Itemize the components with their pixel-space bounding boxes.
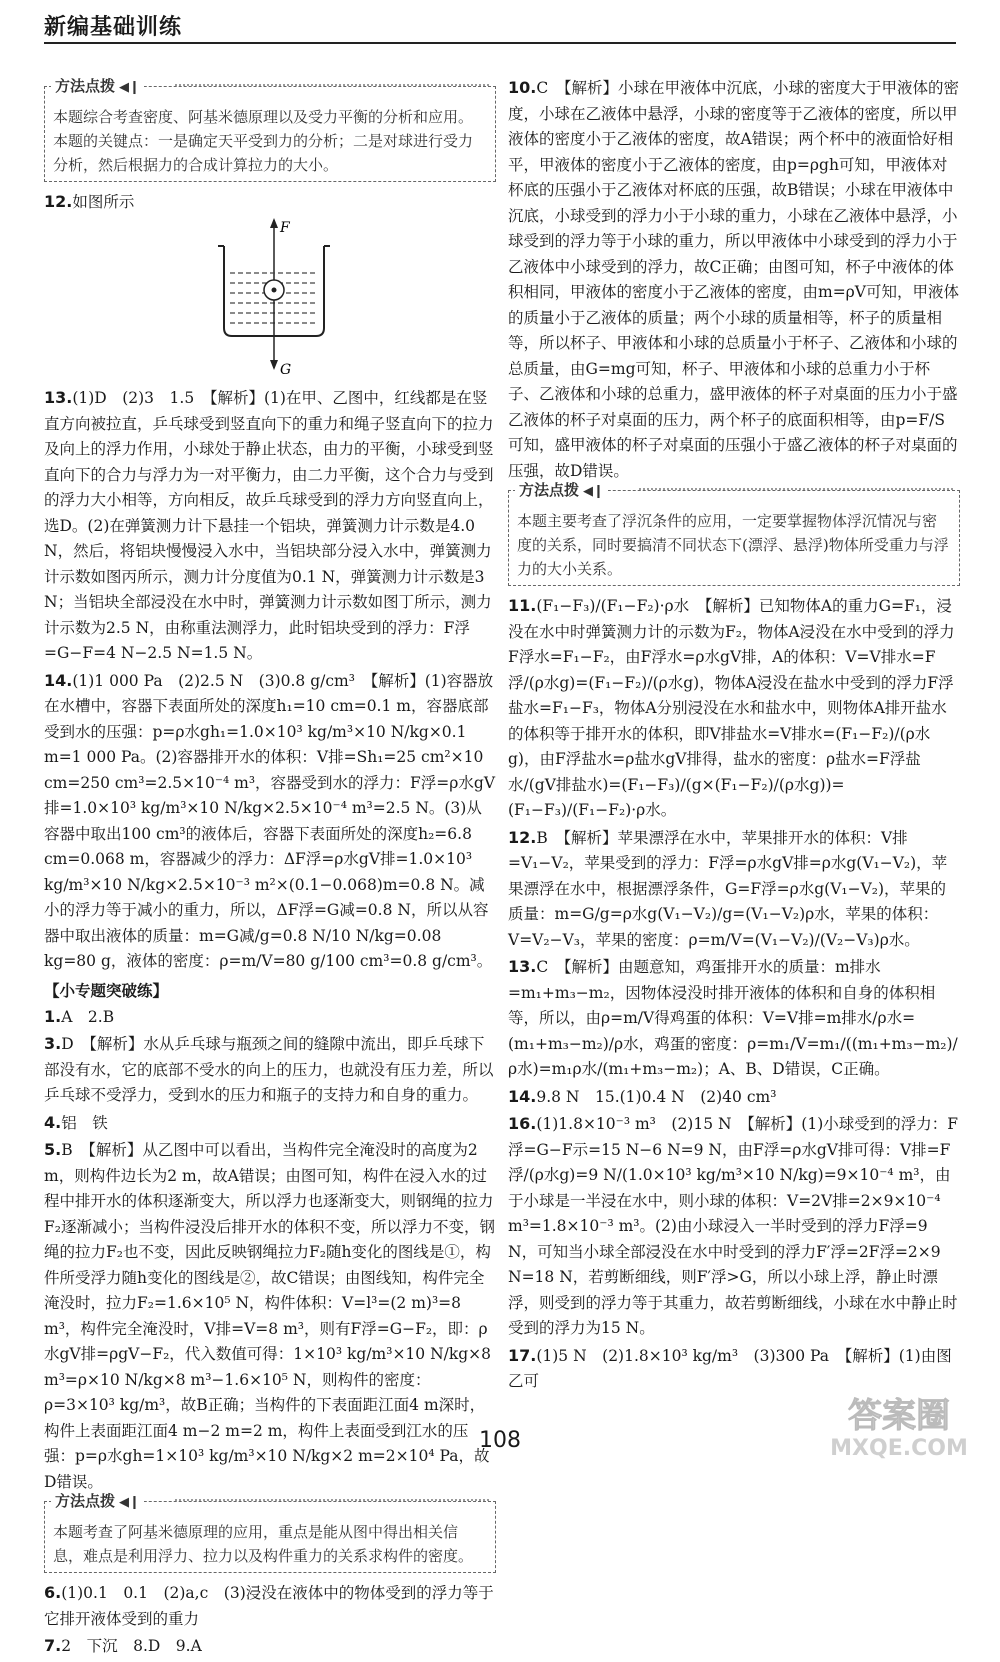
- beaker-force-diagram: [194, 218, 354, 378]
- right-column: [508, 76, 960, 1397]
- answer-entry: 12.B 【解析】苹果漂浮在水中，苹果排开水的体积：V排=V₁−V₂，苹果受到的浮力：F浮=ρ水gV排=ρ水g(V₁−V₂)，苹果漂浮在水中，根据漂浮条件，G=F浮=ρ水g(V₁−V₂)，苹果的质量：m=G/g=ρ水g(V₁−V₂)/g=(V₁−V₂)ρ水，苹果的体积：V=V₂−V₃，苹果的密度：ρ=m/V=(V₁−V₂)/(V₂−V₃)ρ水。: [508, 827, 948, 949]
- answer-entry: 3.D 【解析】水从乒乓球与瓶颈之间的缝隙中流出，即乒乓球下部没有水，它的底部不受水的向上的压力，也就没有压力差，所以乒乓球不受浮力，受到水的压力和瓶子的支持力和自身的重力。: [44, 1034, 494, 1104]
- method-tip-label: 方法点拨 ◀❙: [51, 1490, 144, 1511]
- method-tip-text: 本题综合考查密度、阿基米德原理以及受力平衡的分析和应用。本题的关键点：一是确定天平受到力的分析；二是对球进行受力分析，然后根据力的合成计算拉力的大小。: [53, 108, 474, 174]
- force-label-f: F: [280, 219, 290, 236]
- header-rule: [44, 42, 956, 44]
- answer-entry: 6.(1)0.1 0.1 (2)a,c (3)浸没在液体中的物体受到的浮力等于它排开液体受到的重力: [44, 1583, 494, 1628]
- answer-entry: 4.铝 铁: [44, 1112, 108, 1132]
- left-column: [44, 77, 496, 1662]
- answer-entry: 12.如图所示: [44, 192, 135, 211]
- book-title: 新编基础训练: [44, 15, 183, 40]
- answer-entry: 11.(F₁−F₃)/(F₁−F₂)·ρ水 【解析】已知物体A的重力G=F₁，浸没在水中时弹簧测力计的示数为F₂，物体A浸没在水中受到的浮力F浮水=F₁−F₂，由F浮水=ρ水gV排，A的体积：V=V排水=F浮/(ρ水g)=(F₁−F₂)/(ρ水g)，物体A浸没在盐水中受到的浮力F浮盐水=F₁−F₃，物体A分别浸没在水和盐水中，则物体A排开盐水的体积等于排开水的体积，即V排盐水=V排水=(F₁−F₂)/(ρ水g)，由F浮盐水=ρ盐水gV排得，盐水的密度：ρ盐水=F浮盐水/(gV排盐水)=(F₁−F₃)/(g×(F₁−F₂)/(ρ水g))=(F₁−F₃)/(F₁−F₂)·ρ水。: [508, 596, 955, 819]
- arrowhead-up: [270, 218, 278, 228]
- method-tip-box: [508, 481, 960, 586]
- answer-entry: 16.(1)1.8×10⁻³ m³ (2)15 N 【解析】(1)小球受到的浮力：F浮=G−F示=15 N−6 N=9 N，由F浮=ρ水gV排可得：V排=F浮/(ρ水g)=9 N/(1.0×10³ kg/m³×10 N/kg)=9×10⁻⁴ m³，由于小球是一半浸在水中，则小球的体积：V=2V排=2×9×10⁻⁴ m³=1.8×10⁻³ m³。(2)由小球浸入一半时受到的浮力F浮=9 N，可知当小球全部浸没在水中时受到的浮力F′浮=2F浮=2×9 N=18 N，若剪断细线，则F′浮>G，所以小球上浮，静止时漂浮，则受到的浮力等于其重力，故若剪断细线，小球在水中静止时受到的浮力为15 N。: [508, 1114, 959, 1337]
- answer-entry: 14.9.8 N 15.(1)0.4 N (2)40 cm³: [508, 1086, 777, 1106]
- tip-dotted-rule: [175, 84, 489, 86]
- watermark-url: MXQE.COM: [830, 1436, 968, 1461]
- method-tip-box: [44, 1492, 496, 1573]
- ball-center-dot: [272, 287, 277, 292]
- arrowhead-down: [270, 360, 278, 370]
- answer-entry: 7.2 下沉 8.D 9.A: [44, 1636, 202, 1655]
- method-tip-text: 本题主要考查了浮沉条件的应用，一定要掌握物体浮沉情况与密度的关系，同时要搞清不同状态下(漂浮、悬浮)物体所受重力与浮力的大小关系。: [517, 512, 949, 578]
- tip-dotted-rule: [639, 488, 953, 490]
- answer-entry: 1.A 2.B: [44, 1006, 115, 1026]
- answer-entry: 13.(1)D (2)3 1.5 【解析】(1)在甲、乙图中，红线都是在竖直方向被拉直，乒乓球受到竖直向下的重力和绳子竖直向下的拉力及向上的浮力作用，小球处于静止状态，由力的平衡，小球受到竖直向下的合力与浮力为一对平衡力，由二力平衡，这个合力与受到的浮力大小相等，方向相反，故乒乓球受到的浮力方向竖直向上，选D。(2)在弹簧测力计下悬挂一个铝块，弹簧测力计示数是4.0 N，然后，将铝块慢慢浸入水中，当铝块部分浸入水中，弹簧测力计示数如图丙所示，测力计分度值为0.1 N，弹簧测力计示数是3 N；当铝块全部浸没在水中时，弹簧测力计示数如图丁所示，测力计示数为2.5 N，由称重法测浮力，此时铝块受到的浮力：F浮=G−F=4 N−2.5 N=1.5 N。: [44, 388, 494, 662]
- method-tip-text: 本题考查了阿基米德原理的应用，重点是能从图中得出相关信息，难点是利用浮力、拉力以及构件重力的关系求构件的密度。: [53, 1523, 474, 1565]
- tip-dotted-rule: [175, 1499, 489, 1501]
- method-tip-box: [44, 77, 496, 182]
- answer-entry: 10.C 【解析】小球在甲液体中沉底，小球的密度大于甲液体的密度，小球在乙液体中悬浮，小球的密度等于乙液体的密度，所以甲液体的密度小于乙液体的密度，故A错误；两个杯中的液面恰好相平，甲液体的密度小于乙液体的密度，由p=ρgh可知，甲液体对杯底的压强小于乙液体对杯底的压强，故B错误；小球在甲液体中沉底，小球受到的浮力小于小球的重力，小球在乙液体中悬浮，小球受到的浮力等于小球的重力，所以甲液体中小球受到的浮力小于乙液体中小球受到的浮力，故C正确；由图可知，杯子中液体的体积相同，甲液体的密度小于乙液体的密度，由m=ρV可知，甲液体的质量小于乙液体的质量；两个小球的质量相等，杯子的质量相等，所以杯子、甲液体和小球的总质量小于杯子、乙液体和小球的总质量，由G=mg可知，杯子、甲液体和小球的总重力小于杯子、乙液体和小球的总重力，盛甲液体的杯子对桌面的压力小于盛乙液体的杯子对桌面的压力，两个杯子的底面积相等，由p=F/S可知，盛甲液体的杯子对桌面的压强小于盛乙液体的杯子对桌面的压强，故D错误。: [508, 78, 959, 480]
- speaker-icon: ◀❙: [583, 484, 604, 499]
- speaker-icon: ◀❙: [119, 1495, 140, 1510]
- answer-entry: 17.(1)5 N (2)1.8×10³ kg/m³ (3)300 Pa 【解析】(1)由图乙可: [508, 1345, 952, 1390]
- site-watermark-logo: [814, 1385, 984, 1463]
- answer-entry: 14.(1)1 000 Pa (2)2.5 N (3)0.8 g/cm³ 【解析】(1)容器放在水槽中，容器下表面所处的深度h₁=10 cm=0.1 m，容器底部受到水的压强：p=ρ水gh₁=1.0×10³ kg/m³×10 N/kg×0.1 m=1 000 Pa。(2)容器排开水的体积：V排=Sh₁=25 cm²×10 cm=250 cm³=2.5×10⁻⁴ m³，容器受到水的浮力：F浮=ρ水gV排=1.0×10³ kg/m³×10 N/kg×2.5×10⁻⁴ m³=2.5 N。(3)从容器中取出100 cm³的液体后，容器下表面所处的深度h₂=6.8 cm=0.068 m，容器减少的浮力：ΔF浮=ρ水gV排=1.0×10³ kg/m³×10 N/kg×2.5×10⁻³ m²×(0.1−0.068)m=0.8 N。减小的浮力等于减小的重力，所以，ΔF浮=G减=0.8 N，所以从容器中取出液体的质量：m=G减/g=0.8 N/10 N/kg=0.08 kg=80 g，液体的密度：ρ=m/V=80 g/100 cm³=0.8 g/cm³。: [44, 670, 496, 970]
- method-tip-label: 方法点拨 ◀❙: [51, 75, 144, 96]
- method-tip-label: 方法点拨 ◀❙: [515, 479, 608, 500]
- page-number: 108: [479, 1428, 521, 1453]
- section-heading: 【小专题突破练】: [44, 981, 169, 1000]
- speaker-icon: ◀❙: [119, 80, 140, 95]
- answer-entry: 5.B 【解析】从乙图中可以看出，当构件完全淹没时的高度为2 m，则构件边长为2 m，故A错误；由图可知，构件在浸入水的过程中排开水的体积逐渐变大，所以浮力也逐渐变大，则钢绳的拉力F₂逐渐减小；当构件浸没后排开水的体积不变，所以浮力不变，钢绳的拉力F₂也不变，因此反映钢绳拉力F₂随h变化的图线是①，构件所受浮力随h变化的图线是②，故C错误；由图线知，构件完全淹没时，拉力F₂=1.6×10⁵ N，构件体积：V=l³=(2 m)³=8 m³，构件完全淹没时，V排=V=8 m³，则有F浮=G−F₂，即：ρ水gV排=ρgV−F₂，代入数值可得：1×10³ kg/m³×10 N/kg×8 m³=ρ×10 N/kg×8 m³−1.6×10⁵ N，则构件的密度：ρ=3×10³ kg/m³，故B正确；当构件的下表面距江面4 m深时，构件上表面距江面4 m−2 m=2 m，构件上表面受到江水的压强：p=ρ水gh=1×10³ kg/m³×10 N/kg×2 m=2×10⁴ Pa，故D错误。: [44, 1140, 495, 1491]
- force-label-g: G: [280, 361, 292, 378]
- answer-entry: 13.C 【解析】由题意知，鸡蛋排开水的质量：m排水=m₁+m₃−m₂，因物体浸没时排开液体的体积和自身的体积相等，所以，由ρ=m/V得鸡蛋的体积：V=V排=m排水/ρ水=(m₁+m₃−m₂)/ρ水，鸡蛋的密度：ρ=m₁/V=m₁/((m₁+m₃−m₂)/ρ水)=m₁ρ水/(m₁+m₃−m₂)；A、B、D错误，C正确。: [508, 957, 958, 1078]
- watermark-text: 答案圈: [848, 1396, 950, 1436]
